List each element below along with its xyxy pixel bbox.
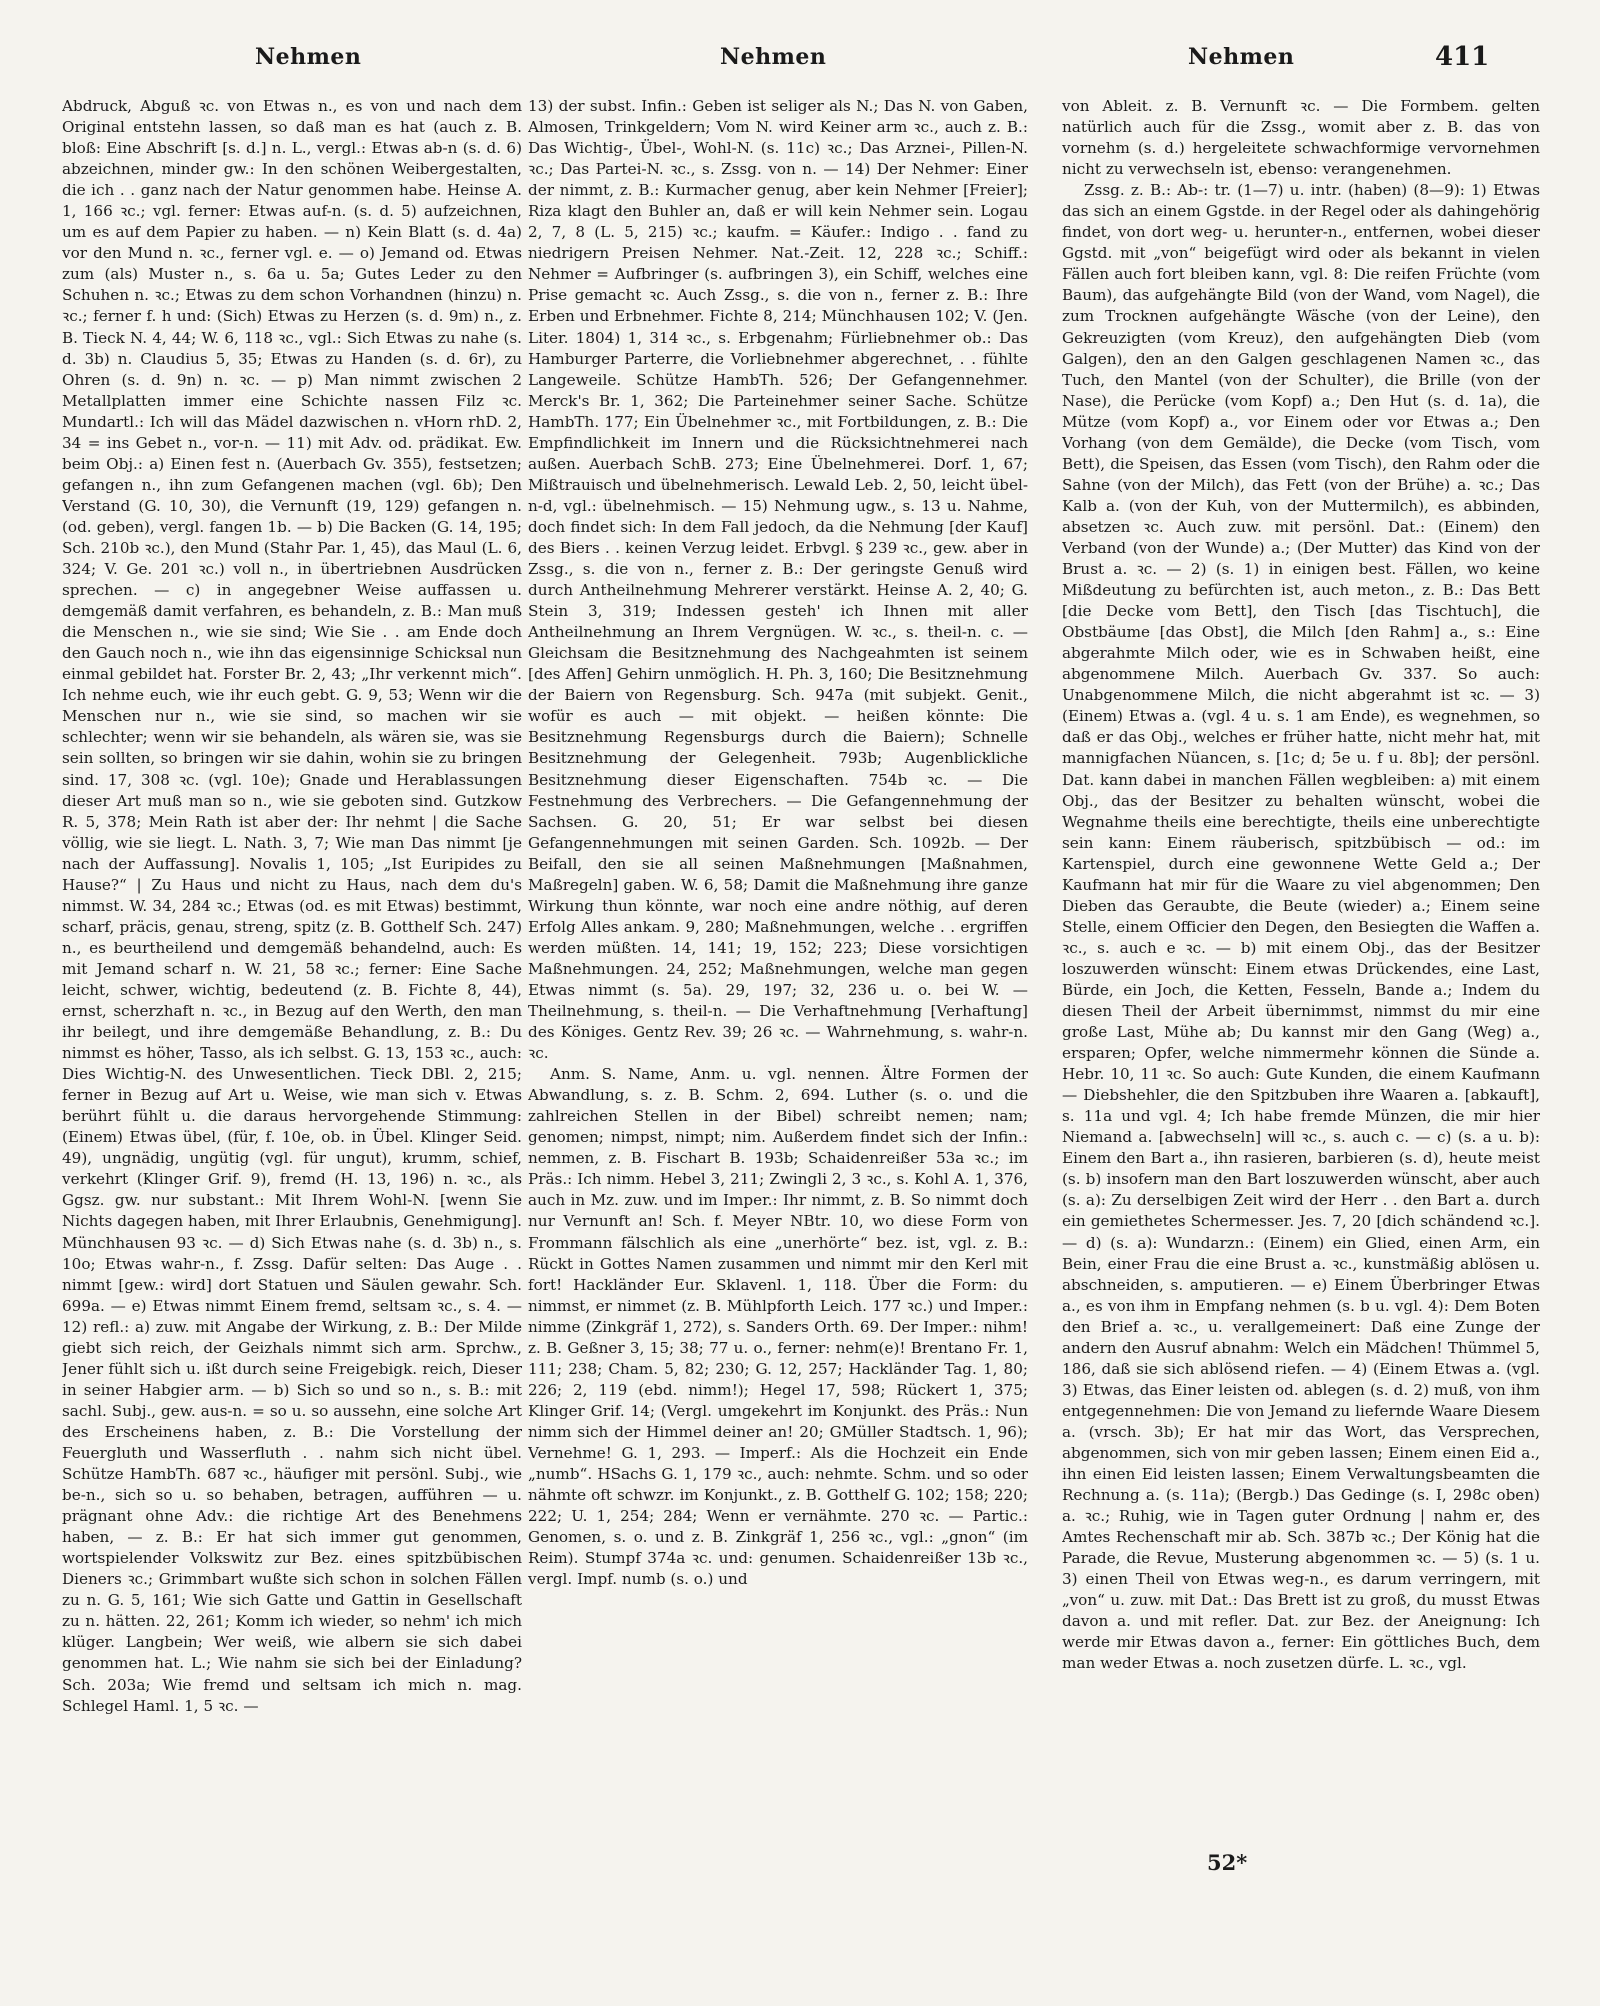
text-columns [62, 96, 1540, 1896]
column-left [62, 96, 522, 1896]
headword-left: Nehmen [255, 44, 362, 70]
page-number: 411 [1435, 42, 1490, 72]
headword-center: Nehmen [720, 44, 827, 70]
paragraph: 13) der subst. Infin.: Geben ist seliger als N.; Das N. von Gaben, Almosen, Trinkgeldern; Vom N. wird Keiner arm ꝛc., auch z. B.: Das Wichtig-, Übel-, Wohl-N. (s. 11c) ꝛc.; Das Arznei-, Pillen-N. ꝛc.; Das Partei-N. ꝛc., s. Zssg. von n. — 14) Der Nehmer: Einer der nimmt, z. B.: Kurmacher genug, aber kein Nehmer [Freier]; Riza klagt den Buhler an, daß er will kein Nehmer sein. Logau 2, 7, 8 (L. 5, 215) ꝛc.; kaufm. = Käufer.: Indigo . . fand zu niedrigern Preisen Nehmer. Nat.-Zeit. 12, 228 ꝛc.; Schiff.: Nehmer = Aufbringer (s. aufbringen 3), ein Schiff, welches eine Prise gemacht ꝛc. Auch Zssg., s. die von n., ferner z. B.: Ihre Erben und Erbnehmer. Fichte 8, 214; Münchhausen 102; V. (Jen. Liter. 1804) 1, 314 ꝛc., s. Erbgenahm; Fürliebnehmer ob.: Das Hamburger Parterre, die Vorliebnehmer abgerechnet, . . fühlte Langeweile. Schütze HambTh. 526; Der Gefangennehmer. Merck's Br. 1, 362; Die Parteinehmer seiner Sache. Schütze HambTh. 177; Ein Übelnehmer ꝛc., mit Fortbildungen, z. B.: Die Empfindlichkeit im Innern und die Rücksichtnehmerei nach außen. Auerbach SchB. 273; Eine Übelnehmerei. Dorf. 1, 67; Mißtrauisch und übelnehmerisch. Lewald Leb. 2, 50, leicht übel-n-d, vgl.: übelnehmisch. — 15) Nehmung ugw., s. 13 u. Nahme, doch findet sich: In dem Fall jedoch, da die Nehmung [der Kauf] des Biers . . keinen Verzug leidet. Erbvgl. § 239 ꝛc., gew. aber in Zssg., s. die von n., ferner z. B.: Der geringste Genuß wird durch Antheilnehmung Mehrerer verstärkt. Heinse A. 2, 40; G. Stein 3, 319; Indessen gesteh' ich Ihnen mit aller Antheilnehmung an Ihrem Vergnügen. W. ꝛc., s. theil-n. c. — Gleichsam die Besitznehmung des Nachgeahmten ist seinem [des Affen] Gehirn unmöglich. H. Ph. 3, 160; Die Besitznehmung der Baiern von Regensburg. Sch. 947a (mit subjekt. Genit., wofür es auch — mit objekt. — heißen könnte: Die Besitznehmung Regensburgs durch die Baiern); Schnelle Besitznehmung der Gelegenheit. 793b; Augenblickliche Besitznehmung dieser Eigenschaften. 754b ꝛc. — Die Festnehmung des Verbrechers. — Die Gefangennehmung der Sachsen. G. 20, 51; Er war selbst bei diesen Gefangennehmungen mit seinen Garden. Sch. 1092b. — Der Beifall, den sie all seinen Maßnehmungen [Maßnahmen, Maßregeln] gaben. W. 6, 58; Damit die Maßnehmung ihre ganze Wirkung thun könnte, war noch eine andre nöthig, auf deren Erfolg Alles ankam. 9, 280; Maßnehmungen, welche . . ergriffen werden müßten. 14, 141; 19, 152; 223; Diese vorsichtigen Maßnehmungen. 24, 252; Maßnehmungen, welche man gegen Etwas nimmt (s. 5a). 29, 197; 32, 236 u. o. bei W. — Theilnehmung, s. theil-n. — Die Verhaftnehmung [Verhaftung] des Königes. Gentz Rev. 39; 26 ꝛc. — Wahrnehmung, s. wahr-n. ꝛc. [528, 97, 1028, 1063]
paragraph: Abdruck, Abguß ꝛc. von Etwas n., es von und nach dem Original entstehn lassen, so daß man es hat (auch z. B. bloß: Eine Abschrift [s. d.] n. L., vergl.: Etwas ab-n (s. d. 6) abzeichnen, minder gw.: In den schönen Weibergestalten, die ich . . ganz nach der Natur genommen habe. Heinse A. 1, 166 ꝛc.; vgl. ferner: Etwas auf-n. (s. d. 5) aufzeichnen, um es auf dem Papier zu haben. — n) Kein Blatt (s. d. 4a) vor den Mund n. ꝛc., ferner vgl. e. — o) Jemand od. Etwas zum (als) Muster n., s. 6a u. 5a; Gutes Leder zu den Schuhen n. ꝛc.; Etwas zu dem schon Vorhandnen (hinzu) n. ꝛc.; ferner f. h und: (Sich) Etwas zu Herzen (s. d. 9m) n., z. B. Tieck N. 4, 44; W. 6, 118 ꝛc., vgl.: Sich Etwas zu nahe (s. d. 3b) n. Claudius 5, 35; Etwas zu Handen (s. d. 6r), zu Ohren (s. d. 9n) n. ꝛc. — p) Man nimmt zwischen 2 Metallplatten immer eine Schichte nassen Filz ꝛc. Mundartl.: Ich will das Mädel dazwischen n. vHorn rhD. 2, 34 = ins Gebet n., vor-n. — 11) mit Adv. od. prädikat. Ew. beim Obj.: a) Einen fest n. (Auerbach Gv. 355), festsetzen; gefangen n., ihn zum Gefangenen machen (vgl. 6b); Den Verstand (G. 10, 30), die Vernunft (19, 129) gefangen n. (od. geben), vergl. fangen 1b. — b) Die Backen (G. 14, 195; Sch. 210b ꝛc.), den Mund (Stahr Par. 1, 45), das Maul (L. 6, 324; V. Ge. 201 ꝛc.) voll n., in übertriebnen Ausdrücken sprechen. — c) in angegebner Weise auffassen u. demgemäß damit verfahren, es behandeln, z. B.: Man muß die Menschen n., wie sie sind; Wie Sie . . am Ende doch den Gauch noch n., wie ihn das eigensinnige Schicksal nun einmal gebildet hat. Forster Br. 2, 43; „Ihr verkennt mich“. Ich nehme euch, wie ihr euch gebt. G. 9, 53; Wenn wir die Menschen nur n., wie sie sind, so machen wir sie schlechter; wenn wir sie behandeln, als wären sie, was sie sein sollten, so bringen wir sie dahin, wohin sie zu bringen sind. 17, 308 ꝛc. (vgl. 10e); Gnade und Herablassungen dieser Art muß man so n., wie sie geboten sind. Gutzkow R. 5, 378; Mein Rath ist aber der: Ihr nehmt | die Sache völlig, wie sie liegt. L. Nath. 3, 7; Wie man Das nimmt [je nach der Auffassung]. Novalis 1, 105; „Ist Euripides zu Hause?“ | Zu Haus und nicht zu Haus, nach dem du's nimmst. W. 34, 284 ꝛc.; Etwas (od. es mit Etwas) bestimmt, scharf, präcis, genau, streng, spitz (z. B. Gotthelf Sch. 247) n., es beurtheilend und demgemäß behandelnd, auch: Es mit Jemand scharf n. W. 21, 58 ꝛc.; ferner: Eine Sache leicht, schwer, wichtig, bedeutend (z. B. Fichte 8, 44), ernst, scherzhaft n. ꝛc., in Bezug auf den Werth, den man ihr beilegt, und ihre demgemäße Behandlung, z. B.: Du nimmst es höher, Tasso, als ich selbst. G. 13, 153 ꝛc., auch: Dies Wichtig-N. des Unwesentlichen. Tieck DBl. 2, 215; ferner in Bezug auf Art u. Weise, wie man sich v. Etwas berührt fühlt u. die daraus hervorgehende Stimmung: (Einem) Etwas übel, (für, f. 10e, ob. in Übel. Klinger Seid. 49), ungnädig, ungütig (vgl. für ungut), krumm, schief, verkehrt (Klinger Grif. 9), fremd (H. 13, 196) n. ꝛc., als Ggsz. gw. nur substant.: Mit Ihrem Wohl-N. [wenn Sie Nichts dagegen haben, mit Ihrer Erlaubnis, Genehmigung]. Münchhausen 93 ꝛc. — d) Sich Etwas nahe (s. d. 3b) n., s. 10o; Etwas wahr-n., f. Zssg. Dafür selten: Das Auge . . nimmt [gew.: wird] dort Statuen und Säulen gewahr. Sch. 699a. — e) Etwas nimmt Einem fremd, seltsam ꝛc., s. 4. — 12) refl.: a) zuw. mit Angabe der Wirkung, z. B.: Der Milde giebt sich reich, der Geizhals nimmt sich arm. Sprchw., Jener fühlt sich u. ißt durch seine Freigebigk. reich, Dieser in seiner Habgier arm. — b) Sich so und so n., s. B.: mit sachl. Subj., gew. aus-n. = so u. so aussehn, eine solche Art des Erscheinens haben, z. B.: Die Vorstellung der Feuergluth und Wasserfluth . . nahm sich nicht übel. Schütze HambTh. 687 ꝛc., häufiger mit persönl. Subj., wie be-n., sich so u. so behaben, betragen, aufführen — u. prägnant ohne Adv.: die richtige Art des Benehmens haben, — z. B.: Er hat sich immer gut genommen, wortspielender Volkswitz zur Bez. eines spitzbübischen Dieners ꝛc.; Grimmbart wußte sich schon in solchen Fällen zu n. G. 5, 161; Wie sich Gatte und Gattin in Gesellschaft zu n. hätten. 22, 261; Komm ich wieder, so nehm' ich mich klüger. Langbein; Wer weiß, wie albern sie sich dabei genommen hat. L.; Wie nahm sie sich bei der Einladung? Sch. 203a; Wie fremd und seltsam ich mich n. mag. Schlegel Haml. 1, 5 ꝛc. — [62, 97, 522, 1715]
column-middle [528, 96, 1028, 1896]
column-right [1062, 96, 1540, 1896]
paragraph: Zssg. z. B.: Ab-: tr. (1—7) u. intr. (haben) (8—9): 1) Etwas das sich an einem Ggstde. in der Regel oder als dahingehörig findet, von dort weg- u. herunter-n., entfernen, wobei dieser Ggstd. mit „von“ beigefügt wird oder als bekannt in vielen Fällen auch fort bleiben kann, vgl. 8: Die reifen Früchte (vom Baum), das aufgehängte Bild (von der Wand, vom Nagel), die zum Trocknen aufgehängte Wäsche (von der Leine), den Gekreuzigten (vom Kreuz), den aufgehängten Dieb (vom Galgen), den an den Galgen geschlagenen Namen ꝛc., das Tuch, den Mantel (von der Schulter), die Brille (von der Nase), die Perücke (vom Kopf) a.; Den Hut (s. d. 1a), die Mütze (vom Kopf) a., vor Einem oder vor Etwas a.; Den Vorhang (von dem Gemälde), die Decke (vom Tisch, vom Bett), die Speisen, das Essen (vom Tisch), den Rahm oder die Sahne (von der Milch), das Fett (von der Brühe) a. ꝛc.; Das Kalb a. (von der Kuh, von der Muttermilch), es abbinden, absetzen ꝛc. Auch zuw. mit persönl. Dat.: (Einem) den Verband (von der Wunde) a.; (Der Mutter) das Kind von der Brust a. ꝛc. — 2) (s. 1) in einigen best. Fällen, wo keine Mißdeutung zu befürchten ist, auch meton., z. B.: Das Bett [die Decke vom Bett], den Tisch [das Tischtuch], die Obstbäume [das Obst], die Milch [den Rahm] a., s.: Eine abgerahmte Milch oder, wie es in Schwaben heißt, eine abgenommene Milch. Auerbach Gv. 337. So auch: Unabgenommene Milch, die nicht abgerahmt ist ꝛc. — 3) (Einem) Etwas a. (vgl. 4 u. s. 1 am Ende), es wegnehmen, so daß er das Obj., welches er früher hatte, nicht mehr hat, mit mannigfachen Nüancen, s. [1c; d; 5e u. f u. 8b]; der persönl. Dat. kann dabei in manchen Fällen wegbleiben: a) mit einem Obj., das der Besitzer zu behalten wünscht, wobei die Wegnahme theils eine berechtigte, theils eine unberechtigte sein kann: Einem räuberisch, spitzbübisch — od.: im Kartenspiel, durch eine gewonnene Wette Geld a.; Der Kaufmann hat mir für die Waare zu viel abgenommen; Den Dieben das Geraubte, die Beute (wieder) a.; Einem seine Stelle, einem Officier den Degen, den Besiegten die Waffen a. ꝛc., s. auch e ꝛc. — b) mit einem Obj., das der Besitzer loszuwerden wünscht: Einem etwas Drückendes, eine Last, Bürde, ein Joch, die Ketten, Fesseln, Bande a.; Indem du diesen Theil der Arbeit übernimmst, nimmst du mir eine große Last, Mühe ab; Du kannst mir den Gang (Weg) a., ersparen; Opfer, welche nimmermehr können die Sünde a. Hebr. 10, 11 ꝛc. So auch: Gute Kunden, die einem Kaufmann — Diebshehler, die den Spitzbuben ihre Waaren a. [abkauft], s. 11a und vgl. 4; Ich habe fremde Münzen, die mir hier Niemand a. [abwechseln] will ꝛc., s. auch c. — c) (s. a u. b): Einem den Bart a., ihn rasieren, barbieren (s. d), heute meist (s. b) insofern man den Bart loszuwerden wünscht, aber auch (s. a): Zu derselbigen Zeit wird der Herr . . den Bart a. durch ein gemiethetes Schermesser. Jes. 7, 20 [dich schändend ꝛc.]. — d) (s. a): Wundarzn.: (Einem) ein Glied, einen Arm, ein Bein, einer Frau die eine Brust a. ꝛc., kunstmäßig ablösen u. abschneiden, s. amputieren. — e) Einem Überbringer Etwas a., es von ihm in Empfang nehmen (s. b u. vgl. 4): Dem Boten den Brief a. ꝛc., u. verallgemeinert: Daß eine Zunge der andern den Ausruf abnahm: Welch ein Mädchen! Thümmel 5, 186, daß sie sich ablösend riefen. — 4) (Einem Etwas a. (vgl. 3) Etwas, das Einer leisten od. ablegen (s. d. 2) muß, von ihm entgegennehmen: Die von Jemand zu liefernde Waare Diesem a. (vrsch. 3b); Er hat mir das Wort, das Versprechen, abgenommen, sich von mir geben lassen; Einem einen Eid a., ihn einen Eid leisten lassen; Einem Verwaltungsbeamten die Rechnung a. (s. 11a); (Bergb.) Das Gedinge (s. I, 298c oben) a. ꝛc.; Ruhig, wie in Tagen guter Ordnung | nahm er, des Amtes Rechenschaft mir ab. Sch. 387b ꝛc.; Der König hat die Parade, die Revue, Musterung abgenommen ꝛc. — 5) (s. 1 u. 3) einen Theil von Etwas weg-n., es darum verringern, mit „von“ u. zuw. mit Dat.: Das Brett ist zu groß, du musst Etwas davon a. und mit refler. Dat. zur Bez. der Aneignung: Ich werde mir Etwas davon a., ferner: Ein göttliches Buch, dem man weder Etwas a. noch zusetzen dürfe. L. ꝛc., vgl. [1062, 181, 1540, 1673]
running-header [0, 44, 1600, 84]
paragraph: von Ableit. z. B. Vernunft ꝛc. — Die Formbem. gelten natürlich auch für die Zssg., womit aber z. B. das von vornehm (s. d.) hergeleitete schwachformige vervornehmen nicht zu verwechseln ist, ebenso: verangenehmen. [1062, 97, 1540, 179]
sheet-signature: 52* [1207, 1850, 1248, 1875]
paragraph: Anm. S. Name, Anm. u. vgl. nennen. Ältre Formen der Abwandlung, s. z. B. Schm. 2, 694. Luther (s. o. und die zahlreichen Stellen in der Bibel) schreibt nemen; nam; genomen; nimpst, nimpt; nim. Außerdem findet sich der Infin.: nemmen, z. B. Fischart B. 193b; Schaidenreißer 53a ꝛc.; im Präs.: Ich nimm. Hebel 3, 211; Zwingli 2, 3 ꝛc., s. Kohl A. 1, 376, auch in Mz. zuw. und im Imper.: Ihr nimmt, z. B. So nimmt doch nur Vernunft an! Sch. f. Meyer NBtr. 10, wo diese Form von Frommann fälschlich als eine „unerhörte“ bez. ist, vgl. z. B.: Rückt in Gottes Namen zusammen und nimmt mir den Kerl mit fort! Hackländer Eur. Sklavenl. 1, 118. Über die Form: du nimmst, er nimmet (z. B. Mühlpforth Leich. 177 ꝛc.) und Imper.: nimme (Zinkgräf 1, 272), s. Sanders Orth. 69. Der Imper.: nihm! z. B. Geßner 3, 15; 38; 77 u. o., ferner: nehm(e)! Brentano Fr. 1, 111; 238; Cham. 5, 82; 230; G. 12, 257; Hackländer Tag. 1, 80; 226; 2, 119 (ebd. nimm!); Hegel 17, 598; Rückert 1, 375; Klinger Grif. 14; (Vergl. umgekehrt im Konjunkt. des Präs.: Nun nimm sich der Himmel deiner an! 20; GMüller Stadtsch. 1, 96); Vernehme! G. 1, 293. — Imperf.: Als die Hochzeit ein Ende „numb“. HSachs G. 1, 179 ꝛc., auch: nehmte. Schm. und so oder nähmte oft schwzr. im Konjunkt., z. B. Gotthelf G. 102; 158; 220; 222; U. 1, 254; 284; Wenn er vernähmte. 270 ꝛc. — Partic.: Genomen, s. o. und z. B. Zinkgräf 1, 256 ꝛc., vgl.: „gnon“ (im Reim). Stumpf 374a ꝛc. und: genumen. Schaidenreißer 13b ꝛc., vergl. Impf. numb (s. o.) und [528, 1065, 1028, 1589]
headword-right: Nehmen [1188, 44, 1295, 70]
